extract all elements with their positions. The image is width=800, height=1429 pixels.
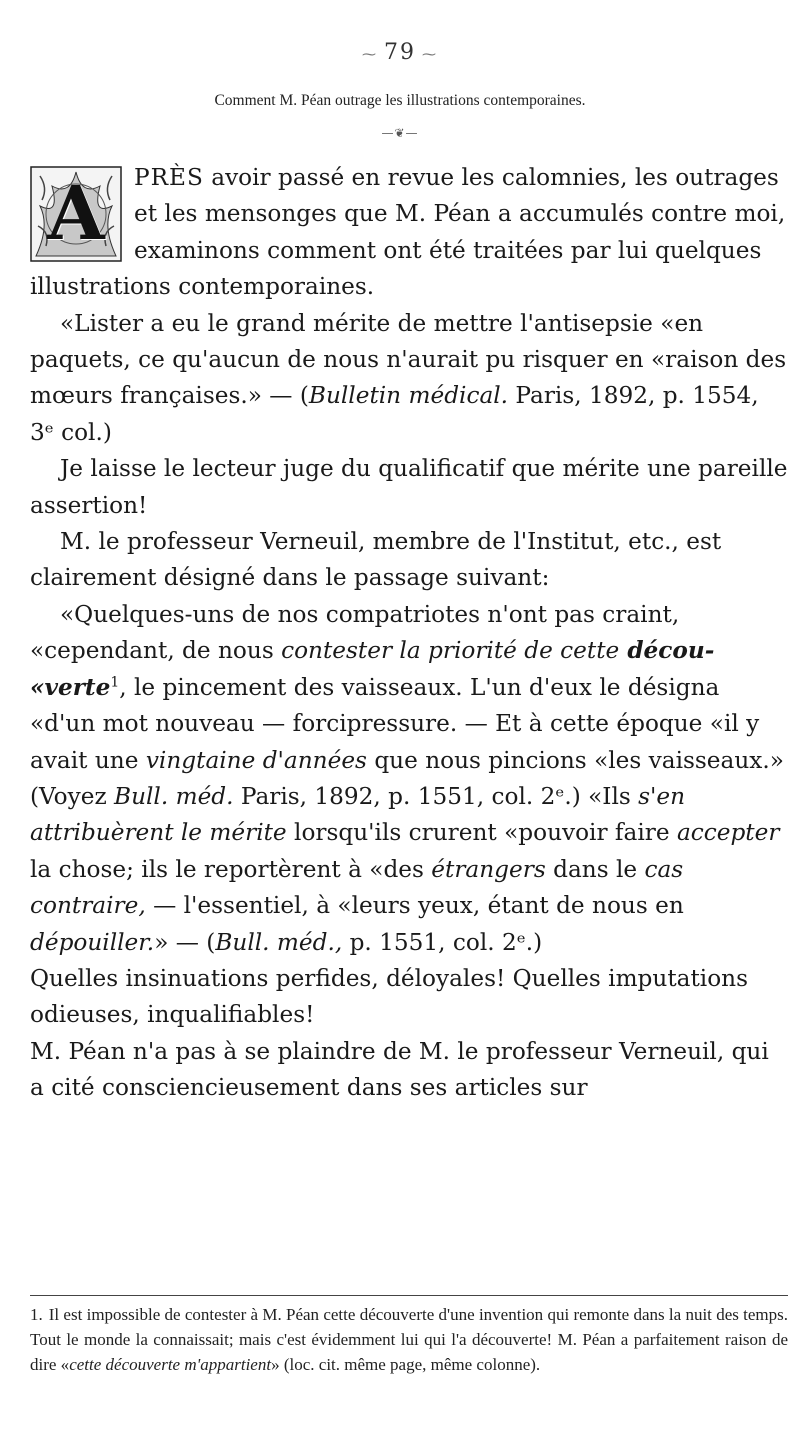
paragraph-2-quote [30, 306, 788, 452]
quote-text: dans le [545, 855, 645, 883]
quote-text: » — ( [154, 928, 216, 956]
quote-text: , le pincement des vaisseaux. L'un d'eux le désigna «d'un mot nouveau — forcipressure. — Et à cette époque «il y avait une [30, 673, 760, 774]
quote-text: «Quelques-uns de nos compatriotes n'ont pas craint, «cependant, de nous [30, 600, 680, 665]
folio-ornament-right: ⁓ [422, 47, 438, 63]
running-head: Comment M. Péan outrage les illustrations contemporaines. [214, 92, 586, 109]
footnote-quote: cette découverte m'appartient [69, 1355, 272, 1374]
paragraph-6: Quelles insinuations perfides, déloyales! Quelles imputations odieuses, inqualifiables! [30, 964, 748, 1029]
footnote-divider [30, 1295, 788, 1296]
emphasis-text: étrangers [431, 855, 546, 883]
ref-details: Paris, 1892, p. 1554, 3ᵉ col.) [30, 382, 759, 446]
page-folio [0, 40, 800, 65]
quote-text: Paris, 1892, p. 1551, col. 2ᵉ.) «Ils [233, 782, 639, 810]
drop-cap-letter: A [47, 170, 105, 257]
body-text [30, 160, 788, 1107]
emphasis-text: dépouiller. [30, 928, 155, 956]
quote-text: lorsqu'ils crurent «pouvoir faire [286, 819, 677, 847]
emphasis-text: accepter [676, 819, 780, 847]
footnotes [30, 1302, 788, 1377]
paragraph-3: Je laisse le lecteur juge du qualificatif que mérite une pareille assertion! [30, 455, 788, 519]
quote-text: p. 1551, col. 2ᵉ.) [342, 928, 543, 956]
paragraph-1 [30, 160, 788, 306]
emphasis-text: s'en attribuèrent le mérite [30, 782, 686, 847]
paragraph-7: M. Péan n'a pas à se plaindre de M. le professeur Verneuil, qui a cité consciencieusement dans ses articles sur [30, 1037, 769, 1102]
folio-ornament-left: ⁓ [362, 47, 378, 63]
drop-cap [30, 166, 122, 262]
paragraph-5-quote [30, 597, 788, 961]
page-number: 79 [384, 40, 416, 65]
citation-text: Bull. méd., [215, 928, 343, 956]
footnote-text: Il est impossible de contester à M. Péan cette découverte d'une invention qui remonte dans la nuit des temps. Tout le monde la connaissait; mais c'est évidemment lui qui l'a découverte! M. Péan a parfaitement raison de dire « [30, 1305, 788, 1374]
quote-lister: «Lister a eu le grand mérite de mettre l'antisepsie «en paquets, ce qu'aucun de nous n'aurait pu risquer en «raison des mœurs françaises.» — ( [30, 309, 787, 410]
footnote-mark: 1. [30, 1305, 43, 1324]
footnote-ref: 1 [110, 673, 120, 690]
quote-text: — l'essentiel, à «leurs yeux, étant de nous en [145, 892, 684, 920]
citation-text: Bull. méd. [114, 782, 234, 810]
paragraph-4: M. le professeur Verneuil, membre de l'Institut, etc., est clairement désigné dans le passage suivant: [30, 528, 722, 592]
emphasis-text: contester la priorité de cette [281, 637, 620, 665]
section-ornament: —❦— [381, 126, 419, 140]
emphasis-text: vingtaine d'années [145, 746, 367, 774]
emphasis-bold-text: décou- «verte [30, 637, 715, 701]
footnote-text-end: » (loc. cit. même page, même colonne). [271, 1355, 541, 1374]
ref-bulletin-medical: Bulletin médical. [308, 382, 509, 410]
paragraph-1-text: avoir passé en revue les calomnies, les outrages et les mensonges que M. Péan a accumulés contre moi, examinons comment ont été traitées par lui quelques illustrations contemporaines. [30, 164, 786, 301]
quote-text: la chose; ils le reportèrent à «des [30, 855, 432, 883]
lead-word: PRÈS [134, 164, 204, 191]
quote-text: que nous pincions «les vaisseaux.» (Voyez [30, 746, 784, 810]
emphasis-text: cas contraire, [30, 855, 684, 920]
